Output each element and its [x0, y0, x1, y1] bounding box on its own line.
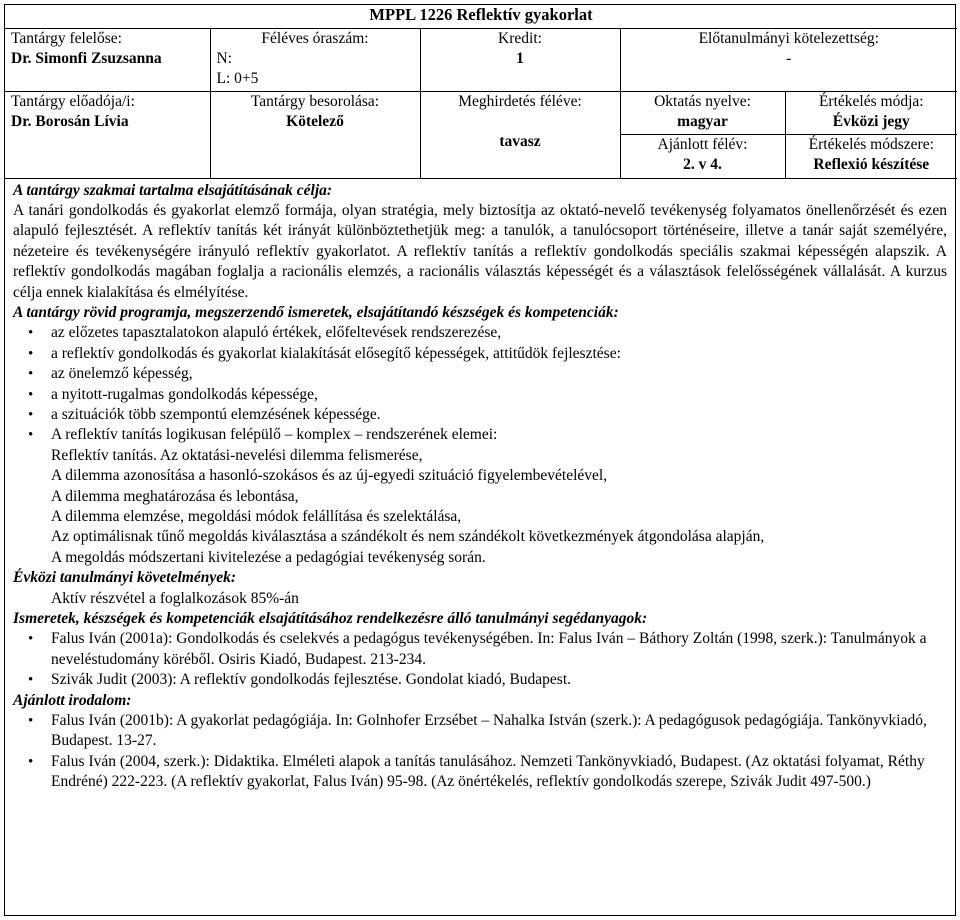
program-heading: A tantárgy rövid programja, megszerzendő ismeretek, elsajátítandó készségek és kompetenciák:	[13, 303, 619, 321]
course-header-table	[5, 5, 957, 179]
list-item: • A reflektív tanítás logikusan felépülő – komplex – rendszerének elemei:	[51, 425, 947, 445]
irodalom-heading: Ajánlott irodalom:	[13, 691, 132, 709]
sub-line: A dilemma azonosítása a hasonló-szokásos és az új-egyedi szituáció figyelembevételével,	[51, 467, 608, 485]
segedanyag-list	[13, 629, 947, 690]
cel-text: A tanári gondolkodás és gyakorlat elemző formája, olyan stratégia, mely biztosítja az oktató-nevelő tevékenység folyamatos önellenőrzését és ezen alapuló fejlesztését. A reflektív tanítás két irányát különböztethetjük meg: a tanulók, a tanulócsoport történéseire, illetve a tanár saját személyére, nézeteire és tevékenységére irányuló reflektív gyakorlatot. A reflektív tanítás a reflektív gondolkodás speciális szakmai képességén alapszik. A reflektív gondolkodás magában foglalja a racionális elemzés, a racionális választás képességét és a választások felelősségének vállalását. A kurzus célja ennek kialakítása és elmélyítése.	[13, 201, 947, 301]
list-item: • az előzetes tapasztalatokon alapuló értékek, előfeltevések rendszerezése,	[51, 323, 947, 343]
ajanlott-label: Ajánlott félév:	[657, 136, 748, 153]
felelos-name: Dr. Simonfi Zsuzsanna	[11, 49, 162, 67]
felelos-cell	[5, 28, 210, 91]
ajanlott-cell	[620, 135, 785, 179]
course-title: MPPL 1226 Reflektív gyakorlat	[5, 5, 957, 28]
sub-line: A dilemma meghatározása és lebontása,	[51, 487, 299, 505]
oraszam-label: Féléves óraszám:	[261, 29, 369, 47]
kredit-label: Kredit:	[498, 29, 542, 47]
besorolas-value: Kötelező	[286, 112, 344, 130]
meghirdetes-value: tavasz	[499, 132, 541, 150]
program-sub-lines	[13, 446, 947, 568]
kredit-cell	[420, 28, 620, 91]
eloado-name: Dr. Borosán Lívia	[11, 112, 129, 130]
oraszam-n: N:	[216, 49, 232, 67]
segedanyag-heading: Ismeretek, készségek és kompetenciák elsajátításához rendelkezésre álló tanulmányi segédanyagok:	[13, 610, 648, 628]
eloado-cell	[5, 91, 210, 178]
ertekeles-mod-label: Értékelés módja:	[818, 92, 924, 110]
ajanlott-value: 2. v 4.	[683, 156, 722, 173]
oraszam-cell	[210, 28, 420, 91]
eloado-label: Tantárgy előadója/i:	[11, 92, 135, 110]
list-item: • az önelemző képesség,	[51, 364, 947, 384]
course-body	[5, 179, 955, 793]
ertekeles-modszer-cell	[785, 135, 957, 179]
elotan-label: Előtanulmányi kötelezettség:	[698, 29, 879, 47]
ertekeles-mod-value: Évközi jegy	[832, 112, 910, 130]
meghirdetes-label: Meghirdetés féléve:	[458, 92, 582, 110]
oraszam-l: L: 0+5	[216, 69, 259, 87]
nyelv-value: magyar	[677, 112, 728, 130]
list-item: • Falus Iván (2004, szerk.): Didaktika. Elméleti alapok a tanítás tanulásához. Nemzeti Tankönyvkiadó, Budapest. (Az oktatási folyamat, Réthy Endréné) 222-223. (A reflektív gyakorlat, Falus Iván) 95-98. (Az önértékelés, reflektív gondolkodás szerepe, Szivák Judit 497-500.)	[51, 752, 947, 793]
list-item: • Szivák Judit (2003): A reflektív gondolkodás fejlesztése. Gondolat kiadó, Budapest.	[51, 670, 947, 690]
nyelv-cell	[620, 91, 785, 135]
sub-line: A dilemma elemzése, megoldási módok felállítása és szelektálása,	[51, 508, 462, 525]
list-item: • a nyitott-rugalmas gondolkodás képessége,	[51, 385, 947, 405]
elotan-value: -	[786, 49, 792, 67]
elotan-cell	[620, 28, 957, 91]
list-item: • Falus Iván (2001b): A gyakorlat pedagógiája. In: Golnhofer Erzsébet – Nahalka István (szerk.): A pedagógusok pedagógiája. Tankönyvkiadó, Budapest. 13-27.	[51, 711, 947, 752]
kovetelmeny-heading: Évközi tanulmányi követelmények:	[13, 569, 237, 587]
ertekeles-mod-cell	[785, 91, 957, 135]
list-item: • Falus Iván (2001a): Gondolkodás és cselekvés a pedagógus tevékenységében. In: Falus Iván – Báthory Zoltán (1998, szerk.): Tanulmányok a neveléstudomány köréből. Osiris Kiadó, Budapest. 213-234.	[51, 629, 947, 670]
sub-line: Reflektív tanítás. Az oktatási-nevelési dilemma felismerése,	[51, 446, 423, 464]
meghirdetes-cell	[420, 91, 620, 178]
irodalom-list	[13, 711, 947, 793]
list-item: • a reflektív gondolkodás és gyakorlat kialakítását elősegítő képességek, attitűdök fejlesztése:	[51, 344, 947, 364]
besorolas-label: Tantárgy besorolása:	[250, 92, 380, 110]
program-list	[13, 323, 947, 445]
cel-heading: A tantárgy szakmai tartalma elsajátításának célja:	[13, 181, 333, 199]
kovetelmeny-text: Aktív részvétel a foglalkozások 85%-án	[51, 589, 299, 607]
ertekeles-modszer-label: Értékelés módszere:	[808, 136, 934, 153]
ertekeles-modszer-value: Reflexió készítése	[813, 156, 930, 173]
list-item: • a szituációk több szempontú elemzésének képessége.	[51, 405, 947, 425]
course-sheet	[4, 4, 956, 916]
nyelv-label: Oktatás nyelve:	[654, 92, 751, 110]
besorolas-cell	[210, 91, 420, 178]
felelos-label: Tantárgy felelőse:	[11, 29, 122, 47]
sub-line: A megoldás módszertani kivitelezése a pedagógiai tevékenység során.	[51, 548, 486, 566]
kredit-value: 1	[516, 49, 524, 67]
sub-line: Az optimálisnak tűnő megoldás kiválasztása a szándékolt és nem szándékolt következmények átgondolása alapján,	[51, 528, 765, 546]
